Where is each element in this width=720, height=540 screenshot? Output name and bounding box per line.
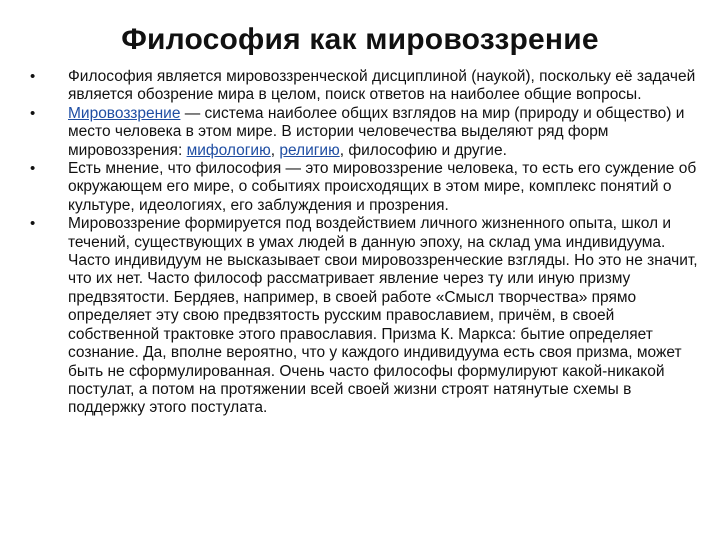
bullet-item bbox=[30, 105, 702, 160]
bullet-marker: • bbox=[30, 160, 36, 178]
bullet-item bbox=[30, 160, 702, 215]
bullet-text: — система наиболее общих взглядов на мир (природу и общество) и место человека в этом мире. В истории человечества выделяют ряд форм мировоззрения: bbox=[68, 104, 685, 159]
bullet-marker: • bbox=[30, 215, 36, 233]
bullet-text: Мировоззрение формируется под воздействием личного жизненного опыта, школ и течений, существующих в умах людей в данную эпоху, на склад ума индивидуума. Часто индивидуум не высказывает свои мировоззренческие взгляды. Но это не значит, что их нет. Часто философ рассматривает явление через ту или иную призму предвзятости. Бердяев, например, в своей работе «Смысл творчества» прямо определяет эту свою предвзятость русским православием, причём, в своей собственной трактовке этого православия. Призма К. Маркса: бытие определяет сознание. Да, вполне вероятно, что у каждого индивидуума есть своя призма, может быть не сформулированная. Очень часто философы формулируют какой-никакой постулат, а потом на протяжении всей своей жизни строят натянутые схемы в поддержку этого постулата. bbox=[68, 215, 698, 417]
link-mythology[interactable]: мифологию bbox=[186, 141, 271, 159]
bullet-marker: • bbox=[30, 68, 36, 85]
bullet-item bbox=[30, 68, 702, 105]
link-worldview[interactable]: Мировоззрение bbox=[68, 104, 181, 122]
bullet-text: , философию и другие. bbox=[339, 141, 507, 159]
bullet-list bbox=[30, 68, 702, 418]
bullet-text-separator: , bbox=[270, 141, 280, 159]
bullet-marker: • bbox=[30, 104, 36, 122]
slide-title: Философия как мировоззрение bbox=[121, 23, 599, 56]
link-religion[interactable]: религию bbox=[279, 141, 340, 159]
bullet-text: Есть мнение, что философия — это мировоззрение человека, то есть его суждение об окружающем его мире, о событиях происходящих в этом мире, комплекс понятий о культуре, идеологиях, его заблуждения и прозрения. bbox=[68, 160, 697, 214]
bullet-item bbox=[30, 215, 702, 417]
bullet-text: Философия является мировоззренческой дисциплиной (наукой), поскольку её задачей является обозрение мира в целом, поиск ответов на наиболее общие вопросы. bbox=[68, 68, 696, 104]
